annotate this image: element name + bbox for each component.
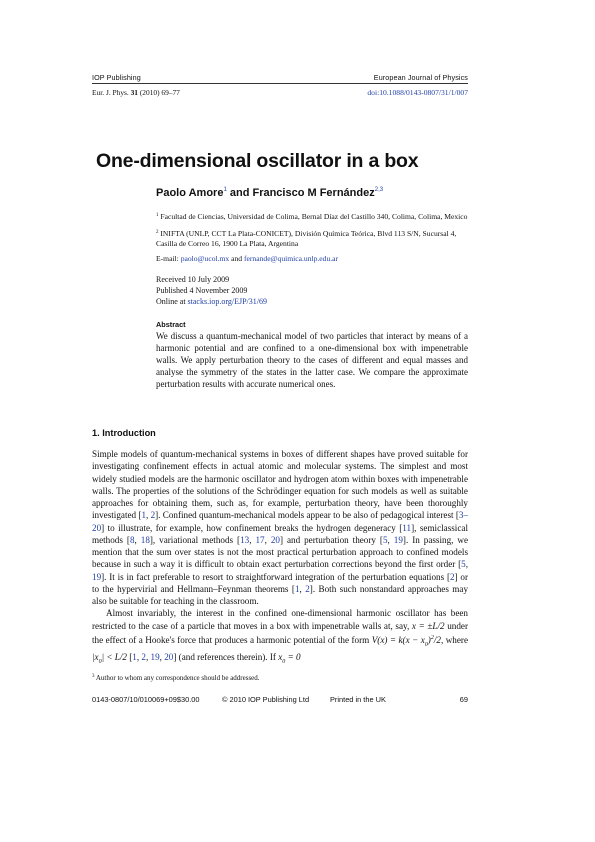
citation-link[interactable]: 17: [255, 534, 265, 545]
author-list: Paolo Amore$^1$ and Francisco M Fernández$^{2,3}$: [156, 187, 384, 199]
citation-link[interactable]: 5: [382, 534, 388, 545]
abstract-text: We discuss a quantum-mechanical model of two particles that interact by means of a harmonic potential and are confined to a one-dimensional box with impenetrable walls. We apply perturbation theory to the cases of different and equal masses and analyse the symmetry of the states in the latter case. We compare the approximate perturbation results with accurate numerical ones.: [156, 331, 468, 389]
email-link-1[interactable]: paolo@ucol.mx: [180, 254, 230, 263]
author-2: Francisco M Fernández: [252, 187, 375, 199]
citation-link[interactable]: 3–20: [92, 510, 468, 533]
footer-code: 0143-0807/10/010069+09$30.00: [92, 695, 200, 704]
journal-name: European Journal of Physics: [373, 73, 468, 82]
paper-title: One-dimensional oscillator in a box: [96, 150, 419, 172]
citation-link[interactable]: 11: [402, 522, 412, 533]
footer-copyright: © 2010 IOP Publishing Ltd: [222, 695, 310, 704]
affiliation-2: $^2$ INIFTA (UNLP, CCT La Plata-CONICET), División Química Teórica, Blvd 113 S/N, Sucursal 4, Casilla de Correo 16, 1900 La Plata, Argentina: [156, 229, 457, 248]
citation-link[interactable]: 8: [129, 534, 135, 545]
paragraph-1: Simple models of quantum-mechanical systems in boxes of different shapes have proved suitable for investigating confinement effects in actual atomic and molecular systems. The simplest and most widely studied models are the harmonic oscillator and hydrogen atom within boxes with impenetrable walls. The properties of the solutions of the Schrödinger equation for such models as well as suitable approaches for obtaining them, such as, for example, perturbation theory, have been thoroughly investigated [1, 2]. Confined quantum-mechanical models appear to be also of pedagogical interest [3–20] to illustrate, for example, how confinement breaks the hydrogen degeneracy [11], semiclassical methods [8, 18], variational methods [13, 17, 20] and perturbation theory [5, 19]. In passing, we mention that the sum over states is not the most practical perturbation approach to confined models because in such a way it is difficult to obtain exact perturbation corrections beyond the first order [5, 19]. It is in fact preferable to resort to straightforward integration of the perturbation equations [2] or to the hypervirial and Hellmann–Feynman theorems [1, 2]. Both such nonstandard approaches may also be suitable for teaching in the classroom.: [92, 449, 469, 606]
page-number: 69: [459, 695, 468, 704]
author-2-affiliation-mark[interactable]: 2,3: [374, 187, 384, 193]
footer-printed: Printed in the UK: [330, 695, 386, 704]
online-line: Online at stacks.iop.org/EJP/31/69: [156, 297, 267, 306]
citation-link[interactable]: 18: [140, 534, 150, 545]
doi-link[interactable]: doi:10.1088/0143-0807/31/1/007: [367, 88, 468, 97]
citation-link[interactable]: 1: [294, 583, 300, 594]
author-1: Paolo Amore: [156, 187, 224, 199]
footnote: $^3$ Author to whom any correspondence should be addressed.: [92, 674, 260, 682]
citation-link[interactable]: 2: [150, 510, 156, 521]
citation-link[interactable]: 5: [461, 559, 466, 570]
paragraph-2: Almost invariably, the interest in the confined one-dimensional harmonic oscillator has been restricted to the case of a particle that moves in a box with impenetrable walls at, say, x = ±L/2 under the effect of a Hooke's force that produces a harmonic potential of the form $V(x) = k(x - x_0)^2/2$, where $|x_0| < L/2$ [1, 2, 19, 20] (and references therein). If $x_0 = 0$: [92, 608, 469, 665]
citation-link[interactable]: 2: [450, 571, 455, 582]
received-date: Received 10 July 2009: [156, 275, 230, 284]
body-text: [92, 448, 468, 668]
affiliation-1: $^1$ Facultad de Ciencias, Universidad de Colima, Bernal Díaz del Castillo 340, Colima, Colima, Mexico: [156, 212, 468, 221]
publisher-name: IOP Publishing: [92, 73, 141, 82]
online-link[interactable]: stacks.iop.org/EJP/31/69: [187, 297, 267, 306]
citation-link[interactable]: 19: [150, 651, 160, 662]
citation-link[interactable]: 20: [164, 651, 174, 662]
citation-link[interactable]: 13: [240, 534, 250, 545]
author-1-affiliation-mark[interactable]: 1: [223, 187, 227, 193]
email-line: E-mail: paolo@ucol.mx and fernande@quimica.unlp.edu.ar: [156, 254, 339, 263]
email-link-2[interactable]: fernande@quimica.unlp.edu.ar: [244, 254, 339, 263]
citation-link[interactable]: 1: [141, 510, 146, 521]
citation-link[interactable]: 1: [132, 651, 137, 662]
citation-link[interactable]: 19: [92, 571, 102, 582]
citation: Eur. J. Phys. 31 (2010) 69–77: [92, 88, 180, 97]
section-heading: 1. Introduction: [92, 428, 156, 438]
citation-link[interactable]: 2: [305, 583, 310, 594]
citation-link[interactable]: 20: [270, 534, 280, 545]
citation-link[interactable]: 19: [393, 534, 403, 545]
published-date: Published 4 November 2009: [156, 286, 248, 295]
citation-link[interactable]: 2: [141, 651, 146, 662]
abstract-heading: Abstract: [156, 320, 186, 329]
header-rule: [92, 83, 468, 84]
